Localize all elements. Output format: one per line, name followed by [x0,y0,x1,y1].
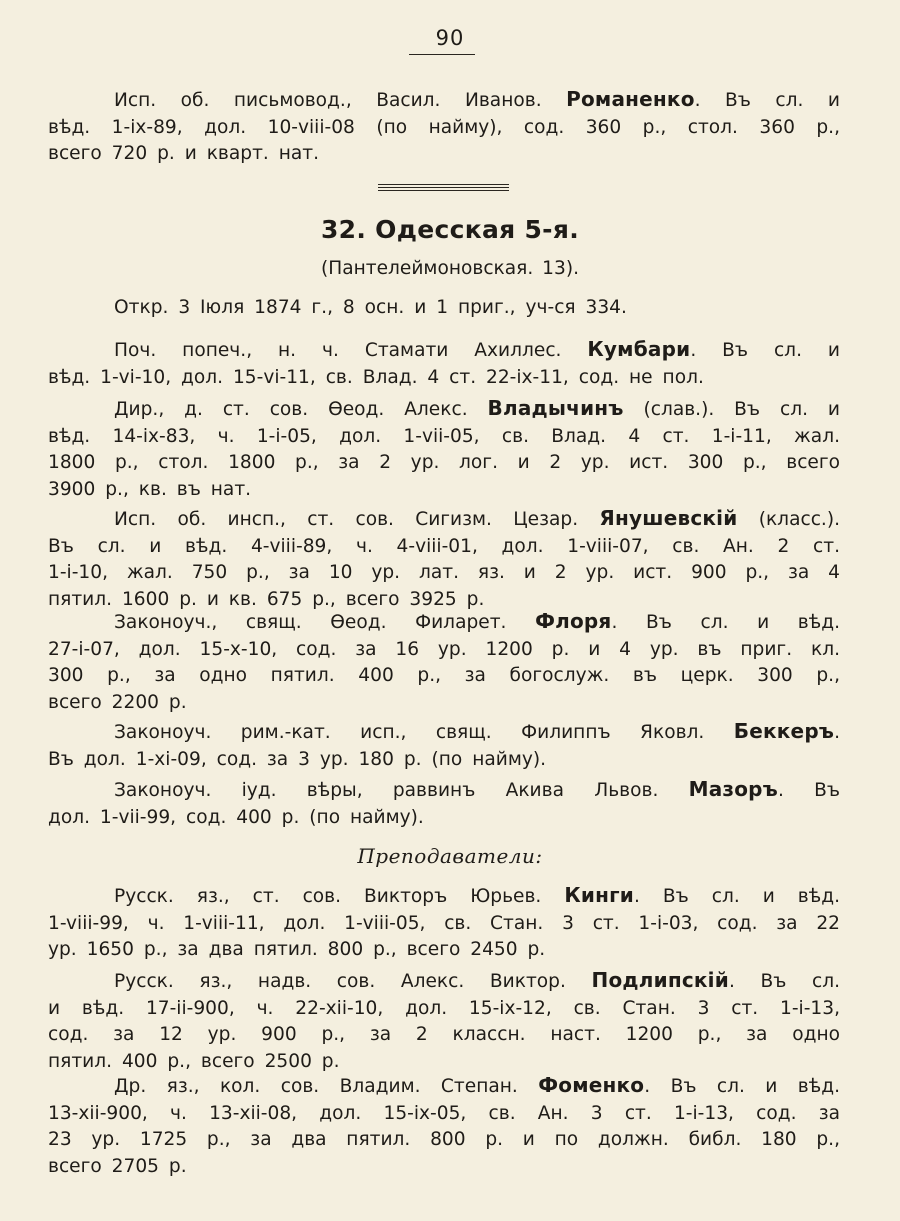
page-number-rule [409,54,475,55]
line-text: Исп. об. инсп., ст. сов. Сигизм. Цезар. [114,509,579,530]
line-text: и вѣд. 17-ii-900, ч. 22-xii-10, дол. 15-ix-12, св. Стан. 3 ст. 1-i-13, [48,997,840,1019]
line-text: 1800 р., стол. 1800 р., за 2 ур. лог. и 2 ур. ист. 300 р., всего [48,452,840,474]
person-surname: Романенко [566,87,695,111]
line-text: пятил. 1600 р. и кв. 675 р., всего 3925 р. [48,589,485,611]
line-text-tail: . Въ сл. и [694,90,840,111]
text-line [48,365,840,392]
line-text: Законоуч., свящ. Өеод. Филарет. [114,612,507,633]
person-surname: Кинги [564,883,634,907]
line-text: вѣд. 14-ix-83, ч. 1-i-05, дол. 1-vii-05, св. Влад. 4 ст. 1-i-11, жал. [48,425,840,447]
line-text: Др. яз., кол. сов. Владим. Степан. [114,1076,518,1097]
line-text: всего 2200 р. [48,692,187,714]
section-title: 32. Одесская 5-я. [320,215,580,244]
line-text: Поч. попеч., н. ч. Стамати Ахиллес. [114,340,562,361]
text-line [48,1022,840,1049]
line-text-tail: . Въ сл. и вѣд. [634,886,841,907]
line-text: вѣд. 1-ix-89, дол. 10-viii-08 (по найму), сод. 360 р., стол. 360 р., [48,116,840,138]
entry-paragraph [48,608,840,717]
line-text: вѣд. 1-vi-10, дол. 15-vi-11, св. Влад. 4 ст. 22-ix-11, сод. не пол. [48,366,704,388]
entry-paragraph [48,718,840,773]
entry-paragraph [48,967,840,1076]
person-surname: Кумбари [587,337,691,361]
text-line [48,690,840,717]
person-surname: Подлипскій [591,968,729,992]
person-surname: Флоря [535,609,612,633]
line-text: 13-xii-900, ч. 13-xii-08, дол. 15-ix-05, св. Ан. 3 ст. 1-i-13, сод. за [48,1102,840,1124]
text-line [48,560,840,587]
line-text: пятил. 400 р., всего 2500 р. [48,1051,340,1073]
line-text: Въ сл. и вѣд. 4-viii-89, ч. 4-viii-01, дол. 1-viii-07, св. Ан. 2 ст. [48,535,840,557]
line-text-tail: . Въ сл. и вѣд. [644,1076,840,1097]
text-line [48,882,840,911]
entry-paragraph [48,395,840,504]
text-line [48,805,840,832]
text-line [48,911,840,938]
section-separator-mid [378,187,509,188]
text-line [48,424,840,451]
text-line [48,505,840,534]
text-line [48,937,840,964]
line-text-tail: . Въ [777,780,840,801]
section-address: (Пантелеймоновская. 13). [320,258,580,279]
text-line [48,336,840,365]
line-text: 1-viii-99, ч. 1-viii-11, дол. 1-viii-05, св. Стан. 3 ст. 1-i-03, сод. за 22 [48,912,840,934]
entry-paragraph [48,86,840,168]
text-line [48,86,840,115]
opened-text: Откр. 3 Іюля 1874 г., 8 осн. и 1 приг., уч-ся 334. [114,297,627,318]
line-text-tail: . Въ сл. и вѣд. [611,612,840,633]
line-text: Законоуч. рим.-кат. исп., свящ. Филиппъ Яковл. [114,722,705,743]
text-line [48,637,840,664]
text-line [48,608,840,637]
line-text-tail: . Въ сл. и [690,340,840,361]
text-line [48,450,840,477]
text-line [48,1072,840,1101]
page-number: 90 [435,26,465,50]
line-text-tail: . Въ сл. [728,971,840,992]
text-line [48,663,840,690]
text-line [48,1101,840,1128]
section-opened-line [48,295,840,322]
person-surname: Беккеръ [733,719,835,743]
text-line [48,477,840,504]
line-text: 3900 р., кв. въ нат. [48,479,252,501]
line-text: Дир., д. ст. сов. Өеод. Алекс. [114,399,468,420]
line-text: Русск. яз., надв. сов. Алекс. Виктор. [114,971,566,992]
text-line [48,1127,840,1154]
text-line [48,534,840,561]
text-line [48,141,840,168]
line-text: 23 ур. 1725 р., за два пятил. 800 р. и по должн. библ. 180 р., [48,1129,840,1151]
line-text: Законоуч. іуд. вѣры, раввинъ Акива Львов. [114,780,659,801]
text-line [48,395,840,424]
text-line [48,967,840,996]
line-text: всего 2705 р. [48,1156,187,1178]
line-text: 1-i-10, жал. 750 р., за 10 ур. лат. яз. и 2 ур. ист. 900 р., за 4 [48,562,840,584]
line-text: всего 720 р. и кварт. нат. [48,143,320,165]
entry-paragraph [48,1072,840,1181]
line-text: дол. 1-vii-99, сод. 400 р. (по найму). [48,806,424,828]
person-surname: Владычинъ [487,396,624,420]
person-surname: Мазоръ [688,777,778,801]
entry-paragraph [48,882,840,964]
entry-paragraph [48,776,840,831]
line-text: 300 р., за одно пятил. 400 р., за богослуж. въ церк. 300 р., [48,665,840,687]
line-text-tail: (слав.). Въ сл. и [623,399,840,420]
line-text: ур. 1650 р., за два пятил. 800 р., всего 2450 р. [48,939,546,961]
line-text: сод. за 12 ур. 900 р., за 2 классн. наст. 1200 р., за одно [48,1024,840,1046]
line-text-tail: . [834,722,840,743]
person-surname: Фоменко [538,1073,645,1097]
text-line [48,718,840,747]
text-line [48,1154,840,1181]
text-line [48,747,840,774]
line-text: 27-i-07, дол. 15-x-10, сод. за 16 ур. 1200 р. и 4 ур. въ приг. кл. [48,638,840,660]
line-text: Въ дол. 1-xi-09, сод. за 3 ур. 180 р. (по найму). [48,748,547,770]
text-line [48,776,840,805]
teachers-heading: Преподаватели: [357,844,543,868]
text-line [48,115,840,142]
entry-paragraph [48,336,840,391]
line-text-tail: (класс.). [737,509,840,530]
text-line [48,996,840,1023]
line-text: Исп. об. письмовод., Васил. Иванов. [114,90,542,111]
entry-paragraph [48,505,840,614]
line-text: Русск. яз., ст. сов. Викторъ Юрьев. [114,886,542,907]
person-surname: Янушевскій [599,506,738,530]
